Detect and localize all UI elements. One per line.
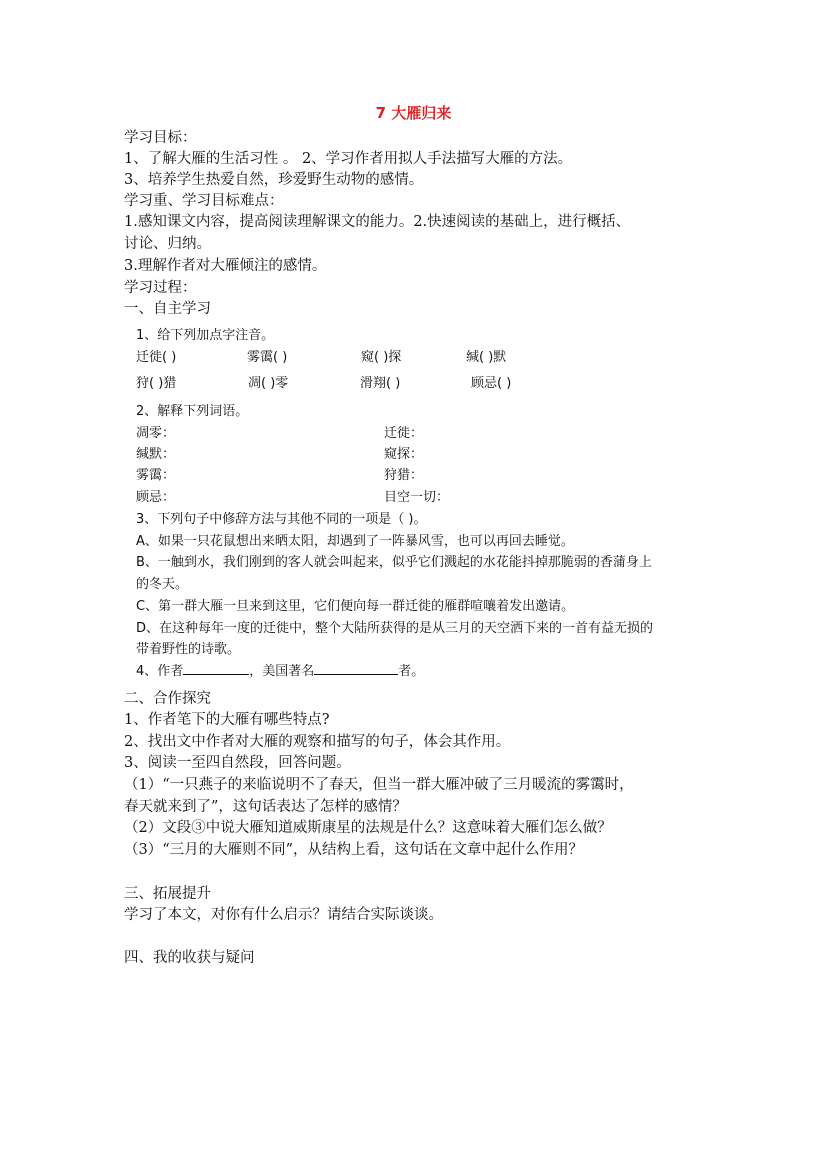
term-left: 雾霭： — [136, 468, 176, 483]
pinyin-item: 迁徙( ) — [136, 350, 177, 365]
term-right: 目空一切： — [384, 490, 450, 505]
goals-heading: 学习目标： — [124, 130, 197, 146]
q3-option-b: B、一触到水，我们刚到的客人就会叫起来，似乎它们溅起的水花能抖掉那脆弱的香蒲身上 — [136, 555, 652, 570]
pinyin-item: 窥( )探 — [361, 350, 402, 365]
section1-heading: 一、自主学习 — [124, 301, 211, 317]
q1-label: 1、给下列加点字注音。 — [136, 328, 275, 343]
q2-label: 2、解释下列词语。 — [136, 404, 249, 419]
section4-heading: 四、我的收获与疑问 — [124, 950, 255, 966]
q4-line — [136, 660, 424, 679]
q3-option-a: A、如果一只花鼠想出来晒太阳，却遇到了一阵暴风雪，也可以再回去睡觉。 — [136, 534, 574, 549]
q4-middle: ，美国著名 — [249, 664, 315, 679]
q3-option-d-cont: 带着野性的诗歌。 — [136, 642, 241, 657]
section2-sub3: （3）“三月的大雁则不同”，从结构上看，这句话在文章中起什么作用？ — [124, 842, 584, 858]
key-points-line-3: 3.理解作者对大雁倾注的感情。 — [124, 258, 327, 274]
term-right: 窥探： — [384, 447, 424, 462]
key-points-line-1: 1.感知课文内容，提高阅读理解课文的能力。2.快速阅读的基础上，进行概括、 — [124, 214, 631, 230]
section2-q1: 1、作者笔下的大雁有哪些特点? — [124, 712, 330, 728]
term-left: 凋零： — [136, 426, 176, 441]
key-points-line-2: 讨论、归纳。 — [124, 236, 211, 252]
author-blank[interactable] — [183, 662, 249, 675]
term-right: 迁徙： — [384, 426, 424, 441]
section3-line: 学习了本文，对你有什么启示？请结合实际谈谈。 — [124, 907, 443, 923]
section2-heading: 二、合作探究 — [124, 691, 211, 707]
pinyin-item: 狩( )猎 — [136, 376, 177, 391]
section2-sub1: （1）“一只燕子的来临说明不了春天，但当一群大雁冲破了三月暖流的雾霭时， — [124, 777, 634, 793]
key-points-heading: 学习重、学习目标难点： — [124, 193, 284, 209]
q3-option-b-cont: 的冬天。 — [136, 577, 189, 592]
q4-prefix: 4、作者 — [136, 664, 184, 679]
pinyin-item: 滑翔( ) — [360, 376, 401, 391]
q4-suffix: 者。 — [398, 664, 425, 679]
goals-line-1: 1、了解大雁的生活习性 。 2、学习作者用拟人手法描写大雁的方法。 — [124, 151, 573, 167]
term-right: 狩猎： — [384, 468, 424, 483]
q3-option-c: C、第一群大雁一旦来到这里，它们便向每一群迁徙的雁群喧嚷着发出邀请。 — [136, 599, 575, 614]
term-left: 缄默： — [136, 447, 176, 462]
section2-q3: 3、阅读一至四自然段，回答问题。 — [124, 755, 351, 771]
term-left: 顾忌： — [136, 490, 176, 505]
q3-label: 3、下列句子中修辞方法与其他不同的一项是（ )。 — [136, 512, 427, 527]
goals-line-2: 3、培养学生热爱自然，珍爱野生动物的感情。 — [124, 172, 424, 188]
pinyin-item: 顾忌( ) — [471, 376, 512, 391]
pinyin-item: 雾霭( ) — [247, 350, 288, 365]
profession-blank[interactable] — [314, 662, 398, 675]
section2-sub2: （2）文段③中说大雁知道威斯康星的法规是什么？这意味着大雁们怎么做？ — [124, 820, 612, 836]
pinyin-item: 缄( )默 — [466, 350, 507, 365]
pinyin-item: 凋( )零 — [248, 376, 289, 391]
q3-option-d: D、在这种每年一度的迁徙中，整个大陆所获得的是从三月的天空洒下来的一首有益无损的 — [136, 621, 654, 636]
page-title: 7 大雁归来 — [375, 104, 452, 122]
process-heading: 学习过程： — [124, 280, 197, 296]
section2-sub1-cont: 春天就来到了”，这句话表达了怎样的感情？ — [124, 799, 407, 815]
section3-heading: 三、拓展提升 — [124, 886, 211, 902]
section2-q2: 2、找出文中作者对大雁的观察和描写的句子，体会其作用。 — [124, 734, 511, 750]
